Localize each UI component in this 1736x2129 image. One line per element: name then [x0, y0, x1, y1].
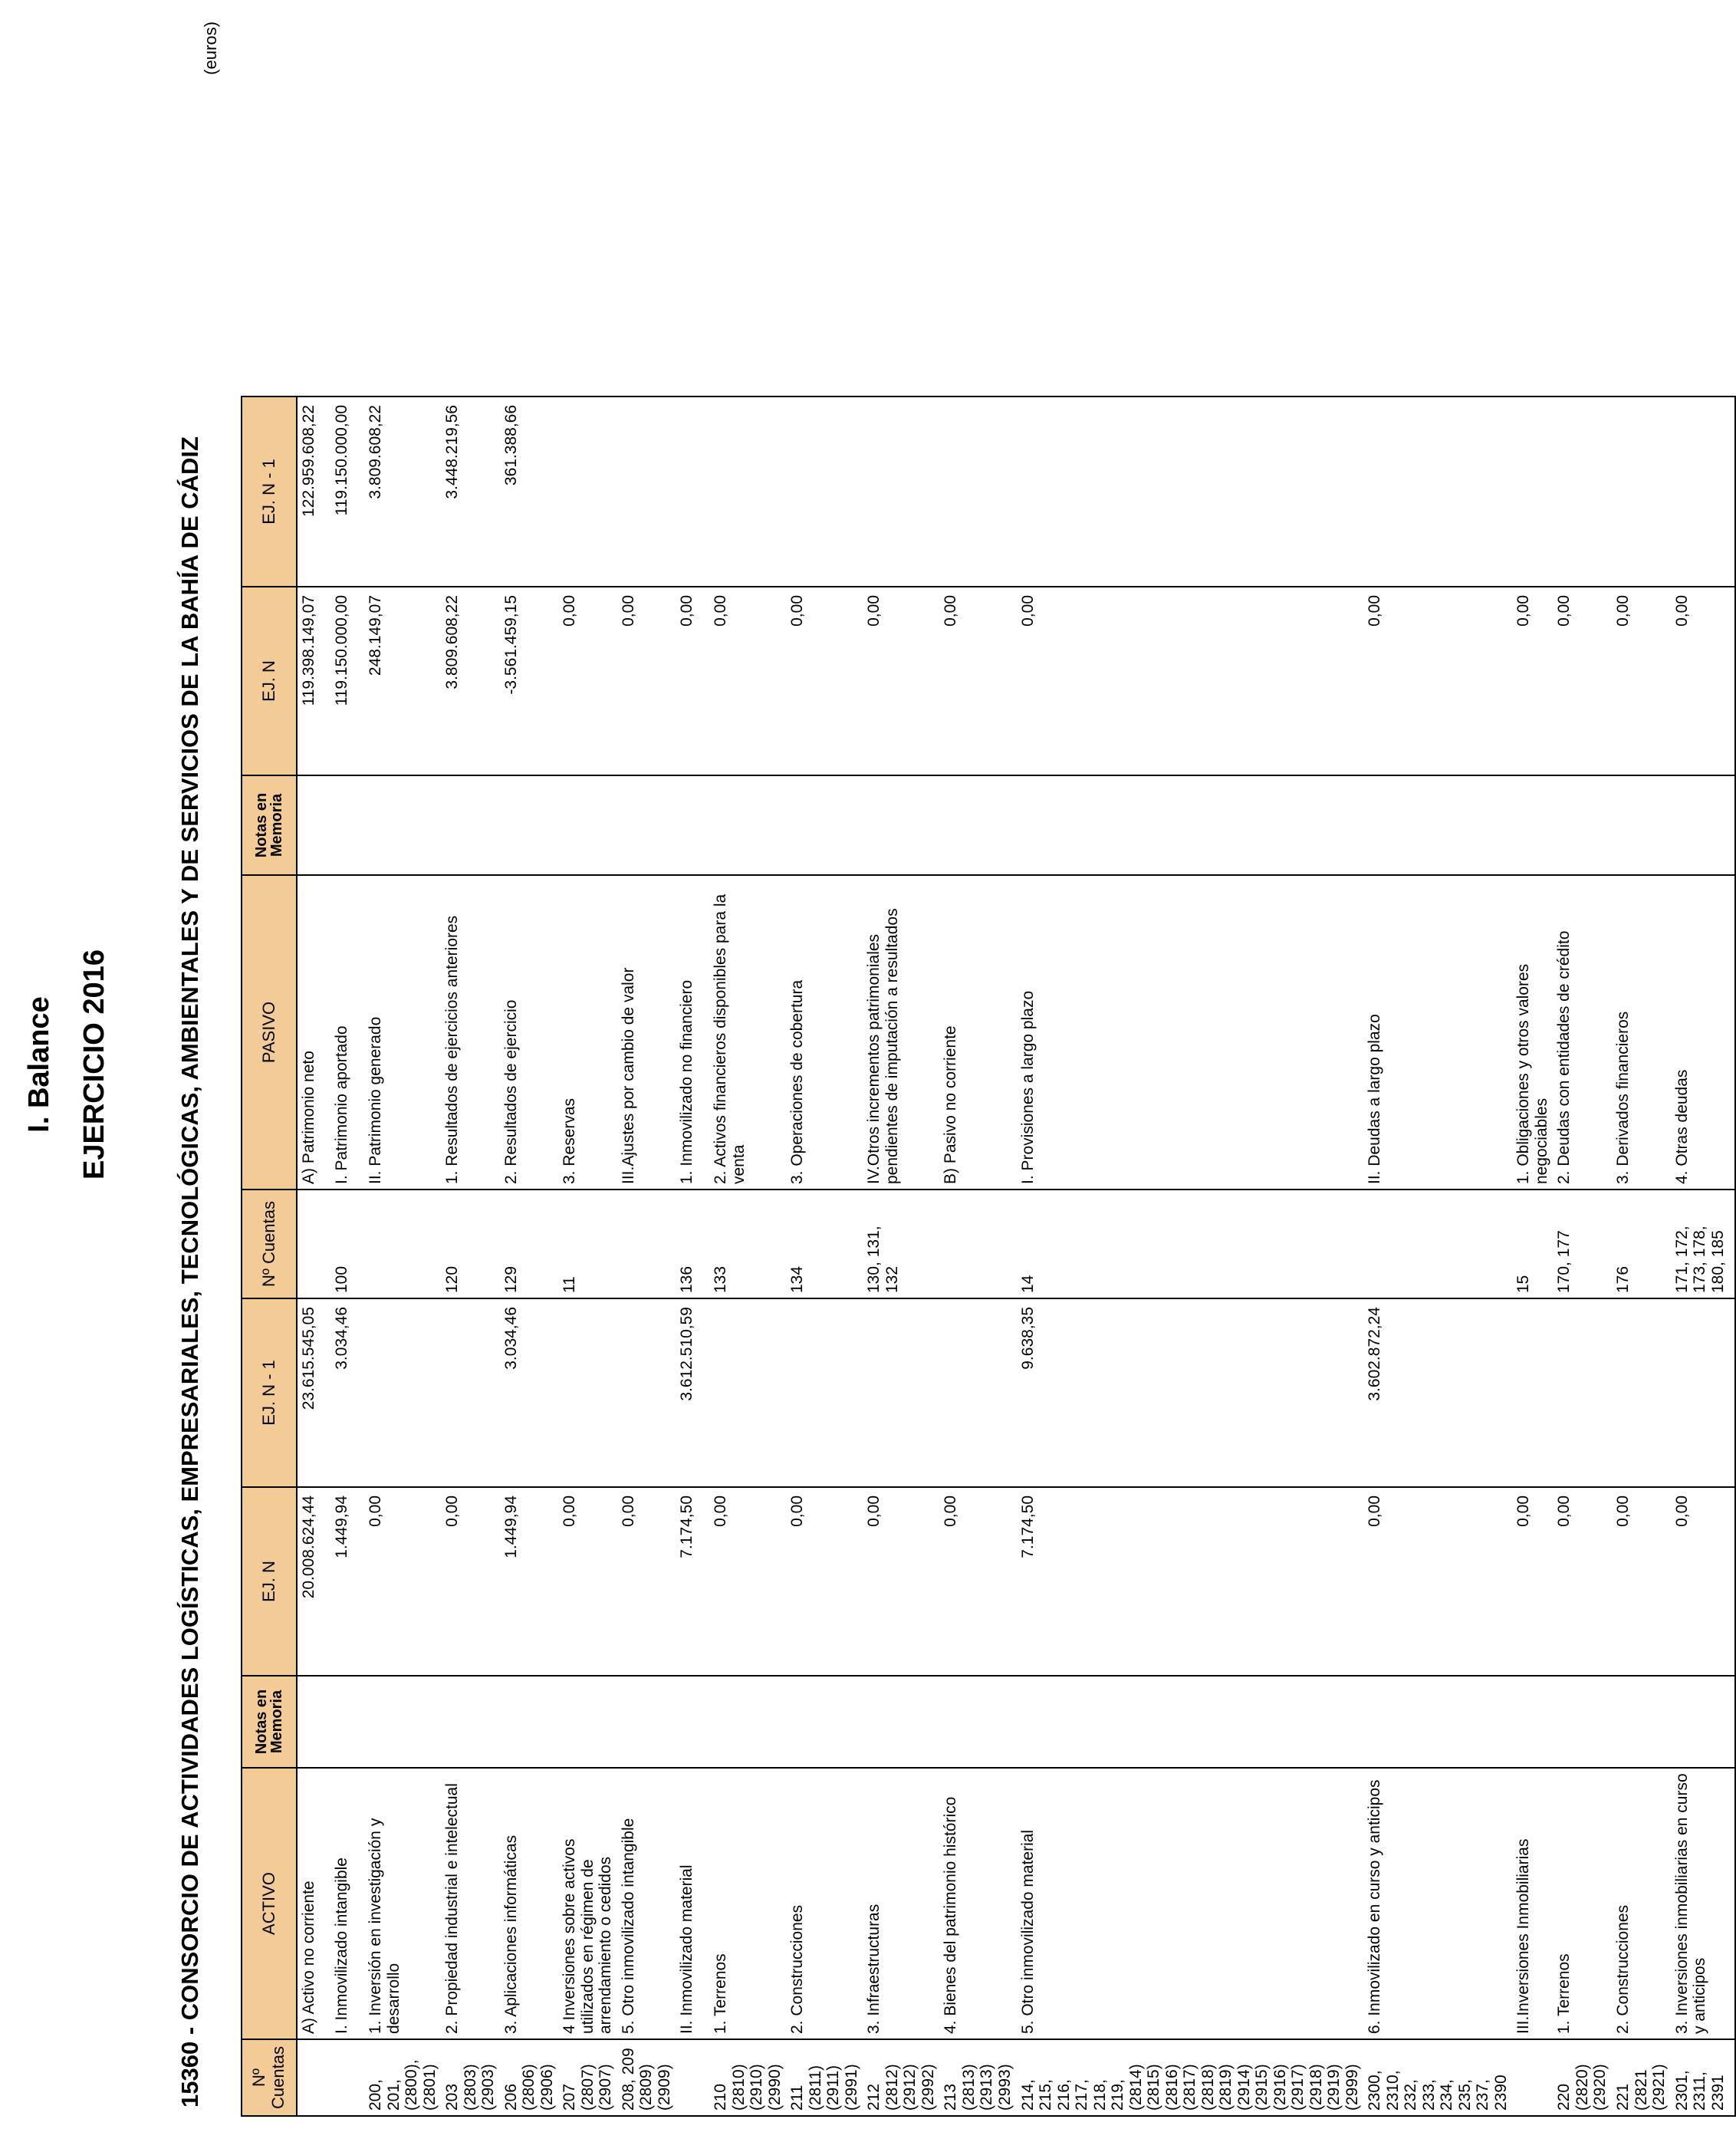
- ej-n1-value: [441, 1298, 500, 1487]
- page-subtitle: EJERCICIO 2016: [78, 949, 110, 1180]
- ej-n-value: 0,00: [1671, 1487, 1735, 1676]
- table-row: [1363, 397, 1512, 2116]
- pasivo-ej-n-value: -3.561.459,15: [500, 587, 559, 775]
- header-ej-n1-pasivo: EJ. N - 1: [242, 397, 297, 587]
- pasivo-notes-cell: [1017, 775, 1364, 875]
- header-accounts-pasivo: Nº Cuentas: [242, 1190, 297, 1298]
- ej-n1-value: [364, 1298, 441, 1487]
- pasivo-ej-n-value: 0,00: [676, 587, 709, 775]
- notes-cell: [786, 1676, 863, 1768]
- ej-n-value: 20.008.624,44: [297, 1487, 330, 1676]
- pasivo-label: B) Pasivo no corriente: [939, 875, 1016, 1190]
- ej-n-value: 0,00: [786, 1487, 863, 1676]
- pasivo-ej-n1-value: [1363, 397, 1512, 587]
- pasivo-notes-cell: [441, 775, 500, 875]
- table-row: [1553, 397, 1612, 2116]
- pasivo-notes-cell: [617, 775, 676, 875]
- pasivo-ej-n1-value: [786, 397, 863, 587]
- pasivo-label: I. Provisiones a largo plazo: [1017, 875, 1364, 1190]
- pasivo-ej-n-value: 0,00: [1612, 587, 1671, 775]
- pasivo-ej-n-value: 0,00: [786, 587, 863, 775]
- pasivo-account-code: [364, 1190, 441, 1298]
- pasivo-ej-n-value: 0,00: [1017, 587, 1364, 775]
- account-code: 213 (2813) (2913) (2993): [939, 2039, 1016, 2116]
- account-code: [676, 2039, 709, 2116]
- activo-label: 4 Inversiones sobre activos utilizados en régimen de arrendamiento o cedidos: [558, 1768, 617, 2039]
- pasivo-notes-cell: [500, 775, 559, 875]
- notes-cell: [364, 1676, 441, 1768]
- pasivo-label: 1. Resultados de ejercicios anteriores: [441, 875, 500, 1190]
- pasivo-ej-n1-value: 3.448.219,56: [441, 397, 500, 587]
- ej-n-value: 0,00: [939, 1487, 1016, 1676]
- table-row: [617, 397, 676, 2116]
- pasivo-label: A) Patrimonio neto: [297, 875, 330, 1190]
- pasivo-account-code: 171, 172, 173, 178, 180, 185: [1671, 1190, 1735, 1298]
- header-ej-n1: EJ. N - 1: [242, 1298, 297, 1487]
- activo-label: 3. Aplicaciones informáticas: [500, 1768, 559, 2039]
- pasivo-label: 2. Deudas con entidades de crédito: [1553, 875, 1612, 1190]
- account-code: [297, 2039, 330, 2116]
- pasivo-notes-cell: [1553, 775, 1612, 875]
- pasivo-account-code: 14: [1017, 1190, 1364, 1298]
- account-code: [330, 2039, 364, 2116]
- account-code: 212 (2812) (2912) (2992): [863, 2039, 939, 2116]
- pasivo-ej-n1-value: 122.959.608,22: [297, 397, 330, 587]
- pasivo-notes-cell: [939, 775, 1016, 875]
- pasivo-notes-cell: [330, 775, 364, 875]
- pasivo-ej-n-value: 3.809.608,22: [441, 587, 500, 775]
- activo-label: 3. Infraestructuras: [863, 1768, 939, 2039]
- pasivo-notes-cell: [709, 775, 786, 875]
- ej-n1-value: [786, 1298, 863, 1487]
- pasivo-account-code: 15: [1512, 1190, 1553, 1298]
- account-code: 2301, 2311, 2391: [1671, 2039, 1735, 2116]
- ej-n1-value: [558, 1298, 617, 1487]
- account-code: 2300, 2310, 232, 233, 234, 235, 237, 2390: [1363, 2039, 1512, 2116]
- pasivo-ej-n-value: 0,00: [1553, 587, 1612, 775]
- account-code: 221 (2821 (2921): [1612, 2039, 1671, 2116]
- pasivo-ej-n-value: 119.398.149,07: [297, 587, 330, 775]
- pasivo-account-code: 11: [558, 1190, 617, 1298]
- pasivo-label: IV.Otros incrementos patrimoniales pendientes de imputación a resultados: [863, 875, 939, 1190]
- pasivo-notes-cell: [1671, 775, 1735, 875]
- activo-label: 2. Construcciones: [786, 1768, 863, 2039]
- header-notes: Notas en Memoria: [242, 1676, 297, 1768]
- notes-cell: [297, 1676, 330, 1768]
- table-row: [786, 397, 863, 2116]
- ej-n1-value: 3.602.872,24: [1363, 1298, 1512, 1487]
- notes-cell: [709, 1676, 786, 1768]
- pasivo-ej-n-value: 0,00: [617, 587, 676, 775]
- table-row: [676, 397, 709, 2116]
- activo-label: 6. Inmovilizado en curso y anticipos: [1363, 1768, 1512, 2039]
- pasivo-ej-n-value: 119.150.000,00: [330, 587, 364, 775]
- pasivo-label: 3. Operaciones de cobertura: [786, 875, 863, 1190]
- pasivo-ej-n1-value: [939, 397, 1016, 587]
- pasivo-label: III.Ajustes por cambio de valor: [617, 875, 676, 1190]
- account-code: 206 (2806) (2906): [500, 2039, 559, 2116]
- pasivo-ej-n-value: 0,00: [1512, 587, 1553, 775]
- ej-n1-value: [1612, 1298, 1671, 1487]
- pasivo-account-code: [1363, 1190, 1512, 1298]
- pasivo-account-code: [297, 1190, 330, 1298]
- notes-cell: [676, 1676, 709, 1768]
- pasivo-ej-n1-value: 3.809.608,22: [364, 397, 441, 587]
- pasivo-ej-n1-value: [709, 397, 786, 587]
- activo-label: A) Activo no corriente: [297, 1768, 330, 2039]
- ej-n1-value: [1512, 1298, 1553, 1487]
- table-row: [330, 397, 364, 2116]
- pasivo-notes-cell: [786, 775, 863, 875]
- header-accounts: Nº Cuentas: [242, 2039, 297, 2116]
- pasivo-account-code: 170, 177: [1553, 1190, 1612, 1298]
- table-row: [558, 397, 617, 2116]
- pasivo-account-code: 136: [676, 1190, 709, 1298]
- table-row: [441, 397, 500, 2116]
- pasivo-label: II. Deudas a largo plazo: [1363, 875, 1512, 1190]
- account-code: 211 (2811) (2911) (2991): [786, 2039, 863, 2116]
- pasivo-label: 2. Resultados de ejercicio: [500, 875, 559, 1190]
- table-row: [1612, 397, 1671, 2116]
- header-ej-n-pasivo: EJ. N: [242, 587, 297, 775]
- pasivo-ej-n1-value: [617, 397, 676, 587]
- header-row: [242, 397, 297, 2116]
- pasivo-notes-cell: [1363, 775, 1512, 875]
- pasivo-notes-cell: [863, 775, 939, 875]
- pasivo-label: 3. Reservas: [558, 875, 617, 1190]
- pasivo-account-code: 176: [1612, 1190, 1671, 1298]
- pasivo-ej-n-value: 248.149,07: [364, 587, 441, 775]
- activo-label: I. Inmovilizado intangible: [330, 1768, 364, 2039]
- account-code: 207 (2807) (2907): [558, 2039, 617, 2116]
- ej-n-value: 1.449,94: [500, 1487, 559, 1676]
- pasivo-ej-n-value: 0,00: [1671, 587, 1735, 775]
- account-code: 214, 215, 216, 217, 218, 219, (2814) (2815) (2816) (2817) (2818) (2819) (2914) (2915) (2916) (2917) (2918) (2919) (2999): [1017, 2039, 1364, 2116]
- ej-n-value: 0,00: [1553, 1487, 1612, 1676]
- table-row: [500, 397, 559, 2116]
- pasivo-account-code: 129: [500, 1190, 559, 1298]
- notes-cell: [1553, 1676, 1612, 1768]
- pasivo-notes-cell: [558, 775, 617, 875]
- pasivo-ej-n1-value: [1017, 397, 1364, 587]
- activo-label: 4. Bienes del patrimonio histórico: [939, 1768, 1016, 2039]
- pasivo-ej-n1-value: [1612, 397, 1671, 587]
- ej-n1-value: [939, 1298, 1016, 1487]
- pasivo-account-code: 120: [441, 1190, 500, 1298]
- notes-cell: [558, 1676, 617, 1768]
- pasivo-ej-n1-value: [1671, 397, 1735, 587]
- pasivo-account-code: 130, 131, 132: [863, 1190, 939, 1298]
- header-pasivo: PASIVO: [242, 875, 297, 1190]
- table-row: [1671, 397, 1735, 2116]
- ej-n-value: 0,00: [617, 1487, 676, 1676]
- account-code: 208, 209 (2809) (2909): [617, 2039, 676, 2116]
- activo-label: 1. Terrenos: [1553, 1768, 1612, 2039]
- ej-n-value: 1.449,94: [330, 1487, 364, 1676]
- pasivo-notes-cell: [297, 775, 330, 875]
- ej-n-value: 0,00: [1612, 1487, 1671, 1676]
- ej-n1-value: [617, 1298, 676, 1487]
- pasivo-ej-n1-value: 119.150.000,00: [330, 397, 364, 587]
- ej-n-value: 7.174,50: [676, 1487, 709, 1676]
- pasivo-notes-cell: [364, 775, 441, 875]
- header-notes-pasivo: Notas en Memoria: [242, 775, 297, 875]
- pasivo-account-code: [939, 1190, 1016, 1298]
- account-code: 203 (2803) (2903): [441, 2039, 500, 2116]
- ej-n-value: 0,00: [1512, 1487, 1553, 1676]
- page-title: I. Balance: [23, 996, 55, 1133]
- pasivo-label: I. Patrimonio aportado: [330, 875, 364, 1190]
- pasivo-ej-n-value: 0,00: [709, 587, 786, 775]
- activo-label: 5. Otro inmovilizado intangible: [617, 1768, 676, 2039]
- pasivo-ej-n-value: 0,00: [558, 587, 617, 775]
- pasivo-label: 2. Activos financieros disponibles para la venta: [709, 875, 786, 1190]
- table-row: [863, 397, 939, 2116]
- notes-cell: [1017, 1676, 1364, 1768]
- pasivo-label: 3. Derivados financieros: [1612, 875, 1671, 1190]
- pasivo-label: 1. Obligaciones y otros valores negociables: [1512, 875, 1553, 1190]
- activo-label: II. Inmovilizado material: [676, 1768, 709, 2039]
- notes-cell: [1612, 1676, 1671, 1768]
- notes-cell: [1512, 1676, 1553, 1768]
- pasivo-ej-n1-value: 361.388,66: [500, 397, 559, 587]
- pasivo-ej-n1-value: [863, 397, 939, 587]
- ej-n1-value: [863, 1298, 939, 1487]
- ej-n-value: 0,00: [558, 1487, 617, 1676]
- entity-name: 15360 - CONSORCIO DE ACTIVIDADES LOGÍSTICAS, EMPRESARIALES, TECNOLÓGICAS, AMBIENTALES Y DE SERVICIOS DE LA BAHÍA DE CÁDIZ: [176, 436, 203, 2108]
- units-label: (euros): [201, 21, 220, 75]
- ej-n1-value: [709, 1298, 786, 1487]
- header-ej-n: EJ. N: [242, 1487, 297, 1676]
- ej-n1-value: 9.638,35: [1017, 1298, 1364, 1487]
- notes-cell: [863, 1676, 939, 1768]
- pasivo-ej-n1-value: [676, 397, 709, 587]
- notes-cell: [441, 1676, 500, 1768]
- pasivo-account-code: 134: [786, 1190, 863, 1298]
- ej-n-value: 0,00: [1363, 1487, 1512, 1676]
- activo-label: 2. Propiedad industrial e intelectual: [441, 1768, 500, 2039]
- ej-n-value: 0,00: [709, 1487, 786, 1676]
- header-activo: ACTIVO: [242, 1768, 297, 2039]
- notes-cell: [1363, 1676, 1512, 1768]
- table-row: [297, 397, 330, 2116]
- notes-cell: [939, 1676, 1016, 1768]
- notes-cell: [1671, 1676, 1735, 1768]
- table-row: [1512, 397, 1553, 2116]
- ej-n-value: 0,00: [441, 1487, 500, 1676]
- pasivo-notes-cell: [1612, 775, 1671, 875]
- account-code: 210 (2810) (2910) (2990): [709, 2039, 786, 2116]
- ej-n-value: 0,00: [863, 1487, 939, 1676]
- pasivo-label: 1. Inmovilizado no financiero: [676, 875, 709, 1190]
- activo-label: 3. Inversiones inmobiliarias en curso y anticipos: [1671, 1768, 1735, 2039]
- notes-cell: [617, 1676, 676, 1768]
- ej-n-value: 0,00: [364, 1487, 441, 1676]
- account-code: 220 (2820) (2920): [1553, 2039, 1612, 2116]
- notes-cell: [500, 1676, 559, 1768]
- pasivo-ej-n1-value: [1553, 397, 1612, 587]
- activo-label: 1. Inversión en investigación y desarrollo: [364, 1768, 441, 2039]
- activo-label: III.Inversiones Inmobiliarias: [1512, 1768, 1553, 2039]
- account-code: 200, 201, (2800), (2801): [364, 2039, 441, 2116]
- ej-n1-value: [1553, 1298, 1612, 1487]
- pasivo-ej-n1-value: [1512, 397, 1553, 587]
- pasivo-ej-n-value: 0,00: [939, 587, 1016, 775]
- ej-n1-value: 3.612.510,59: [676, 1298, 709, 1487]
- pasivo-label: 4. Otras deudas: [1671, 875, 1735, 1190]
- ej-n1-value: 3.034,46: [500, 1298, 559, 1487]
- table-row: [709, 397, 786, 2116]
- notes-cell: [330, 1676, 364, 1768]
- ej-n1-value: [1671, 1298, 1735, 1487]
- table-row: [1017, 397, 1364, 2116]
- pasivo-ej-n-value: 0,00: [863, 587, 939, 775]
- pasivo-account-code: 133: [709, 1190, 786, 1298]
- pasivo-notes-cell: [676, 775, 709, 875]
- pasivo-ej-n-value: 0,00: [1363, 587, 1512, 775]
- pasivo-label: II. Patrimonio generado: [364, 875, 441, 1190]
- balance-table: [241, 396, 1736, 2117]
- pasivo-ej-n1-value: [558, 397, 617, 587]
- pasivo-account-code: 100: [330, 1190, 364, 1298]
- activo-label: 1. Terrenos: [709, 1768, 786, 2039]
- pasivo-notes-cell: [1512, 775, 1553, 875]
- account-code: [1512, 2039, 1553, 2116]
- pasivo-account-code: [617, 1190, 676, 1298]
- ej-n1-value: 23.615.545,05: [297, 1298, 330, 1487]
- table-row: [364, 397, 441, 2116]
- activo-label: 2. Construcciones: [1612, 1768, 1671, 2039]
- ej-n1-value: 3.034,46: [330, 1298, 364, 1487]
- table-row: [939, 397, 1016, 2116]
- activo-label: 5. Otro inmovilizado material: [1017, 1768, 1364, 2039]
- ej-n-value: 7.174,50: [1017, 1487, 1364, 1676]
